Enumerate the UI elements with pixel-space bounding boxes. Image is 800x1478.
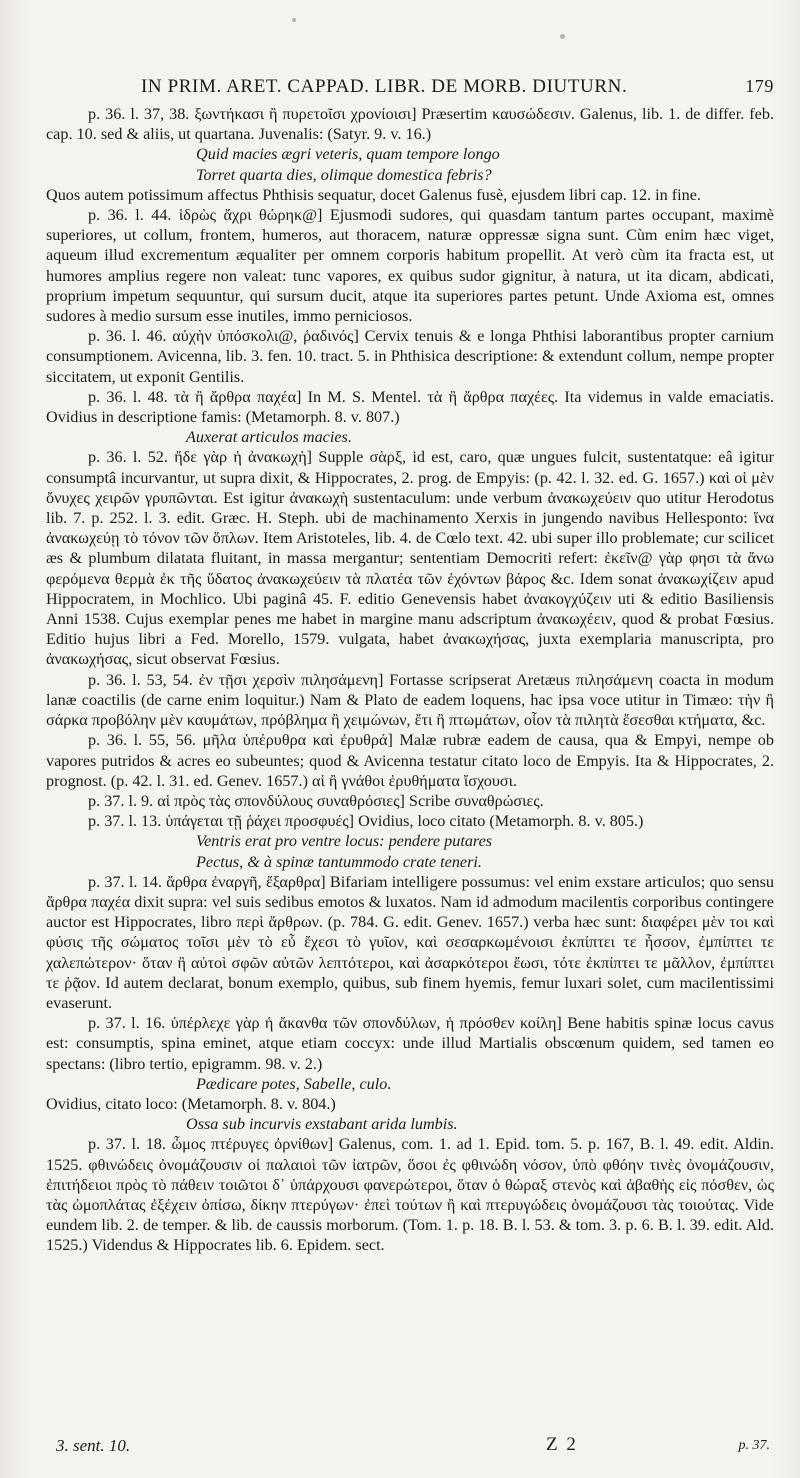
commentary-paragraph: p. 36. l. 48. τὰ ἢ ἄρθρα παχέα] In M. S. Mentel. τὰ ἢ ἄρθρα παχέες. Ita videmus in valde emaciatis. Ovidius in descriptione famis: (Metamorph. 8. v. 807.) <box>46 387 774 427</box>
commentary-paragraph: p. 37. l. 9. αἱ πρὸς τὰς σπονδύλους συναθρόσιες] Scribe συναθρώσιες. <box>88 791 544 810</box>
commentary-paragraph: Quos autem potissimum affectus Phthisis sequatur, docet Galenus fusè, ejusdem libri cap. 12. in fine. <box>46 185 701 204</box>
commentary-paragraph: p. 36. l. 55, 56. μῆλα ὑπέρυθρα καὶ ἐρυθρά] Malæ rubræ eadem de causa, qua & Empyi, nempe ob vapores putridos & acres eo subeuntes; quod & Avicenna testatur citato loco de Empyis. Ita & Hippocrates, 2. prognost. (p. 42. l. 31. ed. Genev. 1657.) αἱ ἢ γνάθοι ἐρυθήματα ἴσχουσι. <box>46 731 774 790</box>
verse-line: Ventris erat pro ventre locus: pendere putares <box>196 832 493 851</box>
ink-speck <box>560 34 565 39</box>
commentary-paragraph: p. 37. l. 16. ὑπέρλεχε γὰρ ἡ ἄκανθα τῶν σπονδύλων, ἡ πρόσθεν κοίλη] Bene habitis spinæ locus cavus est: consumptis, spina eminet, atque etiam coccyx: unde illud Martialis obscœnum quidem, sed tamen eo spectans: (libro tertio, epigramm. 98. v. 2.) <box>46 1014 774 1073</box>
verse-line: Quid macies ægri veteris, quam tempore longo <box>196 145 500 164</box>
commentary-paragraph: p. 36. l. 44. ἱδρὼς ἄχρι θώρηκ@] Ejusmodi sudores, qui quasdam tantum partes occupant, maximè superiores, ut collum, frontem, humeros, aut thoracem, naturæ oppressæ signa sunt. Cùm enim hæc viget, aqueum illud excrementum æqualiter per omnem corporis habitum propellit. At verò cùm ita fracta est, ut humores amplius regere non valeat: tunc vapores, ex quibus sudor gignitur, à natura, ut ita dicam, abdicati, proprium impetum sequuntur, qui sursum ducit, atque ita superiores partes petunt. Unde Axioma est, omnes sudores à medio sursum esse inutiles, immo perniciosos. <box>46 206 774 326</box>
page-footer <box>46 1436 774 1460</box>
page-body <box>46 104 774 1256</box>
running-title: IN PRIM. ARET. CAPPAD. LIBR. DE MORB. DIUTURN. <box>141 76 628 97</box>
running-header <box>46 70 774 104</box>
footer-continuation: 3. sent. 10. <box>56 1436 131 1455</box>
commentary-paragraph: p. 36. l. 37, 38. ξωντήκασι ἢ πυρετοῖσι χρονίοισι] Præsertim καυσώδεσιν. Galenus, lib. 1. de differ. feb. cap. 10. sed & aliis, ut quartana. Juvenalis: (Satyr. 9. v. 16.) <box>46 105 774 144</box>
commentary-paragraph: p. 37. l. 13. ὑπάγεται τῇ ῥάχει προσφυές] Ovidius, loco citato (Metamorph. 8. v. 805.) <box>88 812 644 831</box>
verse-line: Pectus, & à spinæ tantummodo crate teneri. <box>196 852 482 871</box>
verse-line: Ossa sub incurvis exstabant arida lumbis. <box>186 1115 458 1134</box>
verse-line: Torret quarta dies, olimque domestica febris? <box>196 165 492 184</box>
commentary-paragraph: p. 37. l. 14. ἄρθρα ἐναργῆ, ἔξαρθρα] Bifariam intelligere possumus: vel enim exstare articulos; quo sensu ἄρθρα παχέα dixit supra: vel suis sedibus emotos & luxatos. Nam id admodum macilentis corporibus contingere auctor est Hippocrates, libro περὶ ἄρθρων. (p. 784. G. edit. Genev. 1657.) verba hæc sunt: διαφέρει μὲν τοι καὶ φύσις τῆς σώματος τοῖσι μὲν τὸ εὖ ἔχεσι τὸ γυῖον, καὶ σεσαρκωμένοισι ἐκπίπτει τε ἧσσον, ἐμπίπτει τε χαλεπώτερον· ὅταν ἢ αὐτοὶ σφῶν αὐτῶν λεπτότεροι, καὶ ἀσαρκότεροι ἔωσι, τότε ἐκπίπτει τε μᾶλλον, ἐμπίπτει τε ῥᾷον. Id autem declarat, bonum exemplo, quibus, sub finem hyemis, femur luxari solet, cum macilentissimi evaserunt. <box>46 872 774 1012</box>
verse-line: Auxerat articulos macies. <box>186 428 352 447</box>
commentary-paragraph: p. 36. l. 46. αὐχὴν ὑπόσκολι@, ῥαδινός] Cervix tenuis & e longa Phthisi laborantibus propter carnium consumptionem. Avicenna, lib. 3. fen. 10. tract. 5. in Phthisica descriptione: & extendunt collum, nempe propter siccitatem, ut exponit Gentilis. <box>46 327 774 386</box>
page-number: 179 <box>745 76 774 96</box>
commentary-paragraph: Ovidius, citato loco: (Metamorph. 8. v. 804.) <box>46 1094 336 1113</box>
commentary-paragraph: p. 36. l. 52. ἤδε γὰρ ἡ ἀνακωχὴ] Supple σὰρξ, id est, caro, quæ ungues fulcit, sustentatque: eâ igitur consumptâ incurvantur, ut supra dixit, & Hippocrates, 2. prog. de Empyis: (p. 42. l. 32. ed. G. 1657.) καὶ οἱ μὲν ὄνυχες χειρῶν γρυπῶνται. Est igitur ἀνακωχὴ sustentaculum: unde verbum ἀνακωχεύειν quo utitur Herodotus lib. 7. p. 252. l. 3. edit. Græc. H. Steph. ubi de machinamento Xerxis in jungendo navibus Hellesponto: ἵνα ἀνακωχεύῃ τὸ τόνον τῶν ὅπλων. Item Aristoteles, lib. 4. de Cœlo text. 42. ubi super illo problemate; cur scilicet æs & plumbum dilatata fluitant, in massa mergantur; sententiam Democriti refert: ἐκεῖν@ γὰρ φησι τὰ ἄνω φερόμενα θερμὰ ἐκ τῆς ὕδατος ἀνακωχεύειν τὰ πλατέα τῶν ἐχόντων βάρος &c. Idem sonat ἀνακωχίζειν apud Hippocratem, in Mochlico. Ubi paginâ 45. F. editio Genevensis habet ἀνακογχύζειν uti & editio Basiliensis Anni 1538. Cujus exemplar penes me habet in margine manu adscriptum ἀνακωχέειν, quod & probat Fœsius. Editio hujus libri a Fed. Morello, 1579. vulgata, habet ἀνακωχήσας, juxta exemplaria manuscripta, pro ἀνακωχήσας, sicut observat Fœsius. <box>46 448 774 669</box>
verse-line: Pædicare potes, Sabelle, culo. <box>196 1074 392 1093</box>
catchword: p. 37. <box>738 1438 770 1453</box>
commentary-paragraph: p. 37. l. 18. ὦμος πτέρυγες ὀρνίθων] Galenus, com. 1. ad 1. Epid. tom. 5. p. 167, B. l. 49. edit. Aldin. 1525. φθινώδεις ὀνομάζουσιν οἱ παλαιοὶ τῶν ἰατρῶν, ὅσοι ἐς φθινώδη νόσον, ὑπὸ φθόην τινὲς ὀνομάζουσιν, ἐπιτήδειοι πρὸς τὸ πάθειν τοιῶτοι δ᾽ ὑπάρχουσι φανερώτεροι, ὅταν ὁ θώραξ στενὸς καὶ ἀβαθὴς εἰς πόσθεν, ὡς τὰς ὠμοπλάτας ἐξέχειν ὀπίσω, δίκην πτερύγων· ἐπεὶ τούτων ἢ καὶ πτερυγώδεις ὀνομάζουσι τὰς τοιούτας. Vide eundem lib. 2. de temper. & lib. de caussis morborum. (Tom. 1. p. 18. B. l. 53. & tom. 3. p. 6. B. l. 39. edit. Ald. 1525.) Videndus & Hippocrates lib. 6. Epidem. sect. <box>46 1135 774 1255</box>
commentary-paragraph: p. 36. l. 53, 54. ἐν τῇσι χερσὶν πιλησάμενη] Fortasse scripserat Aretæus πιλησάμενη coacta in modum lanæ coactilis (de carne enim loquitur.) Nam & Plato de eadem loquens, hac ipsa voce utitur in Timæo: τὴν ἢ σάρκα προβόλην μὲν καυμάτων, πρόβλημα ἢ χειμώνων, ἔτι ἢ πτωμάτων, οἷον τὰ πιλητὰ ἔσεσθαι κτήματα, &c. <box>46 670 774 730</box>
signature-mark: Z 2 <box>546 1434 578 1455</box>
ink-speck <box>292 18 296 22</box>
